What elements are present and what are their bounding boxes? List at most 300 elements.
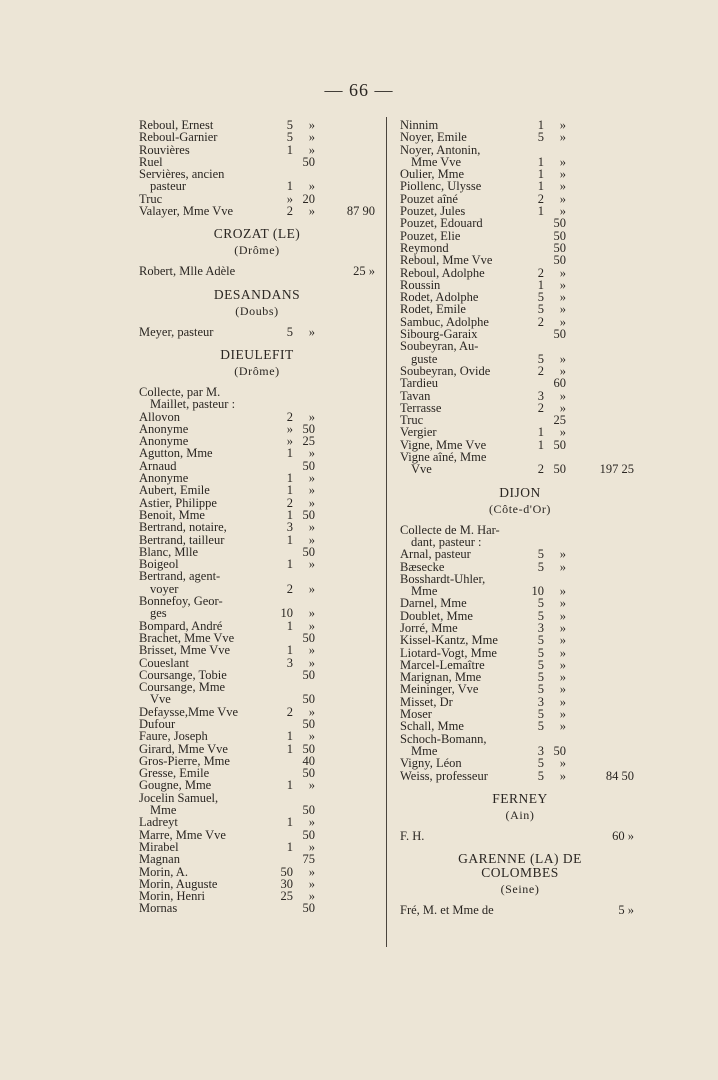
section-region: (Drôme) — [234, 243, 280, 258]
donation-row — [400, 180, 640, 192]
amount-centimes: » — [308, 532, 315, 547]
amount-francs: 1 — [286, 532, 293, 547]
amount-centimes: » — [559, 351, 566, 366]
donation-amount — [279, 558, 317, 570]
donor-name: Aubert, Emile — [139, 483, 210, 498]
donor-name: F. H. — [400, 828, 425, 843]
donor-name: Pouzet, Edouard — [400, 216, 483, 231]
donor-name: Bertrand, notaire, — [139, 520, 227, 535]
amount-centimes: » — [559, 719, 566, 734]
donor-name: Girard, Mme Vve — [139, 741, 228, 756]
amount-centimes: » — [559, 191, 566, 206]
donor-name: Mme — [411, 743, 438, 758]
section-heading: COLOMBES — [481, 865, 559, 881]
amount-centimes: 50 — [553, 253, 566, 268]
amount-centimes: » — [559, 167, 566, 182]
donation-row — [400, 696, 640, 708]
amount-centimes: » — [559, 559, 566, 574]
donor-name: Marre, Mme Vve — [139, 827, 226, 842]
amount-centimes: 50 — [553, 216, 566, 231]
donor-name: Benoit, Mme — [139, 507, 205, 522]
amount-francs: 2 — [537, 363, 544, 378]
amount-centimes: » — [308, 729, 315, 744]
amount-centimes: » — [559, 633, 566, 648]
donor-name: Boigeol — [139, 557, 179, 572]
amount-centimes: » — [308, 446, 315, 461]
column-divider — [386, 117, 387, 947]
section-region: (Drôme) — [234, 363, 280, 378]
amount-centimes: » — [559, 154, 566, 169]
donor-name: Roussin — [400, 277, 441, 292]
donation-amount — [530, 426, 568, 438]
donation-amount — [279, 730, 317, 742]
amount-centimes: » — [308, 839, 315, 854]
donor-name: Rodet, Emile — [400, 302, 466, 317]
donation-amount — [279, 866, 317, 878]
amount-centimes: 40 — [302, 753, 315, 768]
amount-centimes: » — [308, 889, 315, 904]
donation-amount — [530, 180, 568, 192]
donor-name: Mme Vve — [411, 154, 462, 169]
donor-name: Bonnefoy, Geor- — [139, 594, 223, 609]
donation-amount — [530, 597, 568, 609]
amount-francs: 1 — [537, 179, 544, 194]
donation-amount — [530, 548, 568, 560]
amount-centimes: 50 — [302, 766, 315, 781]
donation-row — [400, 634, 640, 646]
amount-centimes: 50 — [302, 458, 315, 473]
donation-amount — [530, 770, 568, 782]
donation-row — [139, 131, 375, 143]
donation-row — [400, 720, 640, 732]
donor-name: Vigny, Léon — [400, 756, 462, 771]
donation-amount — [279, 644, 317, 656]
donor-name: Bæsecke — [400, 559, 445, 574]
donor-name: Vigne aîné, Mme — [400, 450, 487, 465]
amount-francs: » — [286, 434, 293, 449]
donor-name: Mme — [150, 803, 177, 818]
donor-name: Reymond — [400, 240, 449, 255]
donation-amount — [279, 583, 317, 595]
donation-row — [139, 144, 375, 156]
donation-row — [400, 267, 640, 279]
amount-francs: 3 — [286, 520, 293, 535]
donation-amount — [279, 534, 317, 546]
amount-centimes: 50 — [302, 630, 315, 645]
amount-francs: 50 — [280, 864, 293, 879]
section-region: (Ain) — [505, 807, 535, 822]
donor-name: Tardieu — [400, 376, 438, 391]
donation-amount — [279, 779, 317, 791]
donation-row — [400, 426, 640, 438]
donation-row — [400, 904, 640, 916]
amount-centimes: » — [559, 363, 566, 378]
donation-amount — [530, 217, 568, 229]
amount-centimes: » — [308, 471, 315, 486]
amount-francs: 1 — [286, 643, 293, 658]
donation-amount — [279, 326, 317, 338]
donation-row — [400, 390, 640, 402]
donor-name: Truc — [400, 413, 424, 428]
donation-amount — [279, 607, 317, 619]
amount-francs: 3 — [537, 694, 544, 709]
amount-francs: 5 — [537, 719, 544, 734]
amount-francs: 2 — [537, 462, 544, 477]
donor-name: Coursange, Mme — [139, 680, 226, 695]
donation-amount — [279, 447, 317, 459]
donation-row — [139, 205, 375, 217]
amount-francs: 1 — [286, 741, 293, 756]
donation-row — [139, 398, 375, 410]
donor-name: Vve — [150, 692, 171, 707]
donor-name: Jocelin Samuel, — [139, 790, 219, 805]
amount-francs: 5 — [537, 768, 544, 783]
amount-centimes: » — [559, 265, 566, 280]
donor-name: Piollenc, Ulysse — [400, 179, 482, 194]
amount-centimes: 25 — [553, 413, 566, 428]
donation-amount — [530, 439, 568, 451]
donation-row — [400, 377, 640, 389]
donation-row — [139, 265, 375, 277]
donor-name: Arnaud — [139, 458, 177, 473]
donor-name: Mirabel — [139, 839, 179, 854]
amount-francs: 10 — [280, 606, 293, 621]
amount-centimes: » — [559, 608, 566, 623]
donor-name: Liotard-Vogt, Mme — [400, 645, 497, 660]
donor-name: Vergier — [400, 425, 437, 440]
amount-centimes: » — [559, 130, 566, 145]
amount-centimes: 50 — [553, 437, 566, 452]
amount-centimes: 50 — [553, 462, 566, 477]
section-heading: DESANDANS — [213, 286, 301, 302]
amount-francs: 5 — [286, 130, 293, 145]
donor-name: Valayer, Mme Vve — [139, 204, 234, 219]
donation-row — [400, 597, 640, 609]
donation-row — [139, 534, 375, 546]
amount-centimes: » — [559, 204, 566, 219]
section-region: (Doubs) — [235, 303, 279, 318]
amount-centimes: » — [559, 400, 566, 415]
amount-centimes: » — [308, 409, 315, 424]
amount-centimes: » — [308, 204, 315, 219]
amount-francs: 1 — [286, 839, 293, 854]
donor-name: Kissel-Kantz, Mme — [400, 633, 498, 648]
donor-name: Astier, Philippe — [139, 495, 217, 510]
donor-name: Bompard, André — [139, 618, 223, 633]
donor-name: Schoch-Bomann, — [400, 731, 487, 746]
amount-centimes: 50 — [302, 901, 315, 916]
amount-francs: 2 — [537, 314, 544, 329]
donation-row — [400, 770, 640, 782]
amount-francs: 1 — [286, 142, 293, 157]
donor-name: Robert, Mlle Adèle — [139, 264, 236, 279]
amount-centimes: » — [559, 584, 566, 599]
donation-amount — [279, 853, 317, 865]
amount-francs: 1 — [286, 446, 293, 461]
amount-francs: 1 — [286, 507, 293, 522]
donor-name: Collecte, par M. — [139, 384, 221, 399]
amount-centimes: » — [308, 179, 315, 194]
donation-amount — [530, 303, 568, 315]
amount-centimes: » — [559, 425, 566, 440]
donor-name: Ruel — [139, 154, 163, 169]
donation-amount — [530, 683, 568, 695]
donor-name: Gresse, Emile — [139, 766, 210, 781]
amount-francs: 2 — [537, 400, 544, 415]
donor-name: Bosshardt-Uhler, — [400, 571, 486, 586]
donor-name: Brachet, Mme Vve — [139, 630, 235, 645]
donor-name: Reboul, Mme Vve — [400, 253, 493, 268]
section-heading: DIJON — [499, 484, 541, 500]
amount-francs: 5 — [537, 596, 544, 611]
amount-centimes: 50 — [302, 544, 315, 559]
section-region: (Seine) — [500, 882, 540, 897]
donation-amount — [530, 377, 568, 389]
amount-centimes: » — [308, 324, 315, 339]
donation-row — [400, 254, 640, 266]
donation-amount — [279, 180, 317, 192]
donation-row — [139, 484, 375, 496]
amount-francs: 1 — [286, 179, 293, 194]
donor-name: Ninnim — [400, 118, 439, 132]
donation-row — [400, 303, 640, 315]
amount-centimes: » — [308, 655, 315, 670]
donor-name: Anonyme — [139, 421, 189, 436]
amount-centimes: » — [308, 864, 315, 879]
donation-amount — [530, 561, 568, 573]
amount-francs: 3 — [537, 620, 544, 635]
amount-centimes: » — [559, 682, 566, 697]
donor-name: Coueslant — [139, 655, 189, 670]
amount-francs: 2 — [537, 191, 544, 206]
amount-centimes: » — [559, 547, 566, 562]
amount-francs: 1 — [537, 154, 544, 169]
donor-name: Ladreyt — [139, 815, 178, 830]
donor-name: Anonyme — [139, 471, 189, 486]
donation-amount — [530, 131, 568, 143]
donor-name: Truc — [139, 191, 163, 206]
donation-row — [400, 561, 640, 573]
amount-francs: 5 — [537, 559, 544, 574]
amount-centimes: » — [308, 520, 315, 535]
donor-name: Misset, Dr — [400, 694, 453, 709]
amount-francs: 2 — [286, 495, 293, 510]
donor-name: Morin, Auguste — [139, 876, 218, 891]
amount-francs: 2 — [286, 704, 293, 719]
right-column — [400, 119, 640, 916]
section-total: 60 » — [612, 828, 634, 843]
donor-name: ges — [150, 606, 167, 621]
amount-centimes: » — [308, 606, 315, 621]
amount-centimes: » — [559, 756, 566, 771]
donation-row — [400, 340, 640, 352]
amount-francs: » — [286, 191, 293, 206]
donor-name: Noyer, Emile — [400, 130, 467, 145]
amount-centimes: » — [559, 290, 566, 305]
amount-francs: 1 — [286, 471, 293, 486]
amount-francs: 5 — [537, 130, 544, 145]
donation-row — [139, 570, 375, 582]
donation-row — [400, 402, 640, 414]
amount-centimes: 50 — [302, 741, 315, 756]
donation-amount — [279, 657, 317, 669]
donor-name: Terrasse — [400, 400, 442, 415]
amount-centimes: 50 — [553, 228, 566, 243]
donation-amount — [279, 205, 317, 217]
donor-name: Rodet, Adolphe — [400, 290, 479, 305]
donor-name: Fré, M. et Mme de — [400, 903, 494, 918]
amount-centimes: » — [308, 618, 315, 633]
amount-centimes: » — [559, 670, 566, 685]
donor-name: Servières, ancien — [139, 167, 225, 182]
donation-amount — [530, 390, 568, 402]
donor-name: Meyer, pasteur — [139, 324, 214, 339]
donation-row — [139, 595, 375, 607]
amount-francs: 2 — [537, 265, 544, 280]
amount-francs: 5 — [537, 547, 544, 562]
donor-name: Sibourg-Garaix — [400, 327, 478, 342]
donation-amount — [530, 328, 568, 340]
donor-name: Vve — [411, 462, 432, 477]
amount-centimes: 50 — [553, 240, 566, 255]
donation-amount — [530, 757, 568, 769]
amount-francs: 3 — [537, 743, 544, 758]
amount-francs: 5 — [537, 707, 544, 722]
amount-francs: 5 — [537, 290, 544, 305]
donation-row — [400, 463, 640, 475]
amount-centimes: » — [308, 495, 315, 510]
donation-amount — [279, 131, 317, 143]
amount-centimes: 50 — [302, 803, 315, 818]
amount-francs: 1 — [537, 437, 544, 452]
amount-francs: 2 — [286, 204, 293, 219]
amount-centimes: » — [559, 596, 566, 611]
donor-name: Maillet, pasteur : — [150, 397, 236, 412]
donor-name: Bertrand, tailleur — [139, 532, 225, 547]
donor-name: Collecte de M. Har- — [400, 522, 500, 537]
donation-row — [139, 447, 375, 459]
donor-name: Anonyme — [139, 434, 189, 449]
amount-centimes: » — [308, 483, 315, 498]
amount-centimes: » — [308, 643, 315, 658]
donor-name: Tavan — [400, 388, 431, 403]
donation-row — [139, 657, 375, 669]
donor-name: Soubeyran, Ovide — [400, 363, 491, 378]
amount-francs: 1 — [537, 277, 544, 292]
donor-name: Soubeyran, Au- — [400, 339, 479, 354]
donor-name: Agutton, Mme — [139, 446, 213, 461]
amount-francs: 10 — [531, 584, 544, 599]
amount-centimes: 20 — [302, 191, 315, 206]
donation-amount — [530, 463, 568, 475]
amount-francs: 1 — [286, 618, 293, 633]
donor-name: Rouvières — [139, 142, 190, 157]
amount-francs: 1 — [537, 167, 544, 182]
donation-row — [139, 411, 375, 423]
donation-amount — [279, 521, 317, 533]
donor-name: Morin, A. — [139, 864, 188, 879]
amount-francs: 30 — [280, 876, 293, 891]
amount-centimes: » — [559, 388, 566, 403]
left-column — [139, 119, 375, 915]
amount-centimes: » — [559, 657, 566, 672]
donor-name: Marignan, Mme — [400, 670, 482, 685]
amount-centimes: » — [559, 302, 566, 317]
amount-centimes: » — [559, 277, 566, 292]
amount-francs: 1 — [286, 483, 293, 498]
donor-name: Morin, Henri — [139, 889, 205, 904]
section-heading: CROZAT (LE) — [213, 226, 301, 242]
amount-centimes: » — [308, 142, 315, 157]
amount-francs: 5 — [286, 118, 293, 132]
donation-amount — [279, 484, 317, 496]
donor-name: Reboul, Adolphe — [400, 265, 485, 280]
amount-centimes: » — [559, 707, 566, 722]
donor-name: Schall, Mme — [400, 719, 464, 734]
donor-name: Arnal, pasteur — [400, 547, 471, 562]
section-total: 87 90 — [346, 204, 375, 219]
donation-amount — [279, 411, 317, 423]
amount-francs: 3 — [286, 655, 293, 670]
donor-name: Reboul-Garnier — [139, 130, 218, 145]
donation-amount — [279, 669, 317, 681]
donation-amount — [279, 816, 317, 828]
donor-name: Mornas — [139, 901, 178, 916]
donor-name: Brisset, Mme Vve — [139, 643, 231, 658]
donation-row — [400, 131, 640, 143]
section-total: 5 » — [618, 903, 634, 918]
donor-name: dant, pasteur : — [411, 534, 482, 549]
donor-name: Vigne, Mme Vve — [400, 437, 487, 452]
amount-centimes: » — [308, 778, 315, 793]
donation-row — [139, 693, 375, 705]
amount-centimes: 25 — [302, 434, 315, 449]
donation-amount — [530, 720, 568, 732]
section-region: (Côte-d'Or) — [488, 501, 552, 516]
amount-francs: 5 — [537, 302, 544, 317]
donor-name: Darnel, Mme — [400, 596, 467, 611]
donation-row — [139, 902, 375, 914]
donation-row — [139, 521, 375, 533]
amount-francs: 5 — [537, 657, 544, 672]
amount-centimes: 75 — [302, 852, 315, 867]
donor-name: Allovon — [139, 409, 180, 424]
amount-centimes: 50 — [302, 827, 315, 842]
donor-name: Jorré, Mme — [400, 620, 458, 635]
donation-row — [139, 853, 375, 865]
amount-centimes: » — [559, 179, 566, 194]
amount-centimes: 50 — [302, 716, 315, 731]
section-total: 84 50 — [605, 768, 634, 783]
amount-francs: 3 — [537, 388, 544, 403]
donation-row — [139, 779, 375, 791]
donor-name: pasteur — [150, 179, 187, 194]
amount-centimes: 50 — [302, 507, 315, 522]
amount-centimes: 50 — [302, 667, 315, 682]
donor-name: Doublet, Mme — [400, 608, 473, 623]
donor-name: Moser — [400, 707, 432, 722]
donation-row — [400, 683, 640, 695]
amount-centimes: 60 — [553, 376, 566, 391]
page-number: — 66 — — [324, 80, 394, 100]
amount-centimes: 50 — [553, 327, 566, 342]
donor-name: Coursange, Tobie — [139, 667, 227, 682]
section-total: 25 » — [353, 264, 375, 279]
amount-francs: 1 — [286, 729, 293, 744]
amount-centimes: » — [308, 876, 315, 891]
donation-row — [400, 830, 640, 842]
amount-francs: 2 — [286, 581, 293, 596]
